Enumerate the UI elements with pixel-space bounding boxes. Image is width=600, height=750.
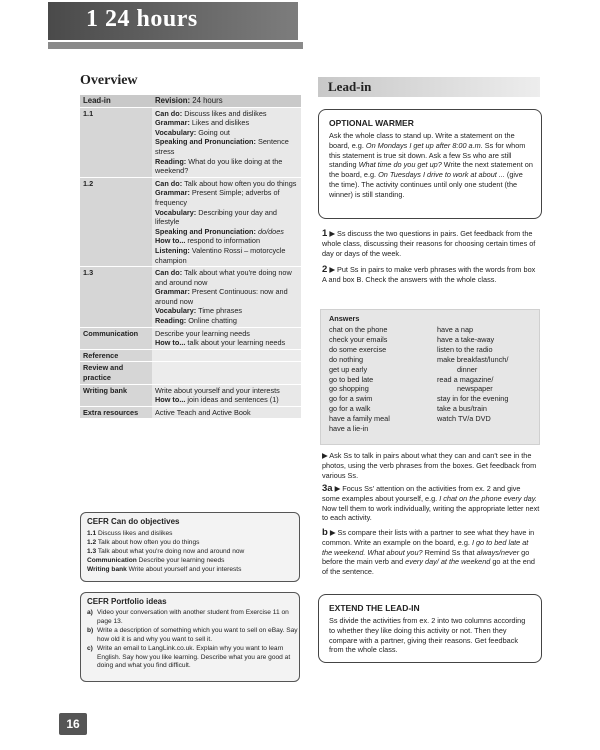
overview-content-label: Grammar:: [155, 287, 190, 297]
overview-content-line: [155, 208, 298, 227]
page-number: 16: [59, 713, 87, 735]
answer-item: listen to the radio: [437, 344, 493, 354]
overview-section-label: 1.1: [80, 107, 152, 177]
overview-content-label: Grammar:: [155, 188, 190, 198]
overview-section-content: [152, 406, 301, 419]
warmer-text-2: Ss for whom this statement is true sit down. Ask a few Ss who are still standing: [329, 140, 526, 170]
cefr-portfolio-item: [87, 627, 299, 645]
answer-item: go shopping: [329, 384, 369, 394]
overview-content-text: Valentino Rossi – motorcycle champion: [155, 245, 286, 265]
overview-content-text: do/does: [255, 226, 284, 236]
overview-content-line: [155, 128, 298, 138]
overview-content-line: [155, 408, 298, 418]
header-underline: [48, 42, 303, 49]
overview-content-line: [155, 287, 298, 306]
overview-content-text: 24 hours: [190, 96, 223, 105]
overview-section-content: [152, 349, 301, 362]
cefr-portfolio-text: Write an email to LangLink.co.uk. Explain why you want to learn English. Say how you like learning. Describe what you are good at doing and what you find difficult.: [97, 644, 291, 670]
answers-title: Answers: [329, 314, 360, 323]
cefr-portfolio-list: [81, 609, 299, 671]
overview-content-label: Listening:: [155, 245, 190, 255]
overview-content-line: [155, 227, 298, 237]
overview-content-text: Time phrases: [196, 306, 243, 316]
exercise-3a-text: [322, 484, 540, 523]
overview-content-text: talk about your learning needs: [185, 338, 286, 348]
exercise-3b-body-1: ▶ Ss compare their lists with a partner to see what they have in common. Write an example on the board, e.g.: [322, 528, 535, 547]
overview-row: [80, 349, 301, 362]
warmer-example-1: On Mondays I get up after 8:00 a.m.: [365, 140, 483, 150]
overview-section-content: [152, 95, 301, 107]
cefr-portfolio-key: c): [87, 644, 93, 652]
overview-section-content: [152, 177, 301, 266]
overview-content-line: [155, 96, 298, 106]
overview-content-line: [155, 109, 298, 119]
pairs-instruction: ▶ Ask Ss to talk in pairs about what they can and can't see in the photos, using the verb phrases from the boxes. Get feedback from various Ss.: [322, 451, 537, 480]
exercise-2-body: ▶ Put Ss in pairs to make verb phrases with the words from box A and box B. Check the answers with the whole class.: [322, 265, 536, 284]
overview-content-line: [155, 306, 298, 316]
overview-content-text: Going out: [196, 127, 230, 137]
answer-item: stay in for the evening: [437, 394, 509, 404]
overview-content-text: Present Continuous: now and around now: [155, 287, 288, 306]
overview-section-content: [152, 267, 301, 328]
answers-box: [320, 309, 540, 445]
overview-content-line: [155, 246, 298, 265]
cefr-portfolio-item: [87, 645, 299, 672]
cefr-portfolio-title: CEFR Portfolio ideas: [87, 597, 167, 606]
exercise-3a-body-1: ▶ Focus Ss' attention on the activities from ex. 2 and give some examples about yourself, e.g.: [322, 484, 521, 503]
overview-section-content: [152, 384, 301, 406]
overview-table: [80, 95, 301, 419]
answers-column-2: [437, 325, 537, 424]
extend-lead-in-title: EXTEND THE LEAD-IN: [329, 603, 420, 613]
overview-content-text: Discuss likes and dislikes: [182, 108, 267, 118]
extend-lead-in-box: [318, 594, 542, 663]
cefr-can-do-item: [87, 529, 299, 538]
cefr-can-do-text: Talk about what you're doing now and around now: [97, 548, 245, 555]
cefr-can-do-box: [80, 512, 300, 582]
overview-content-text: Write about yourself and your interests: [155, 385, 280, 395]
cefr-portfolio-key: b): [87, 626, 94, 634]
optional-warmer-title: OPTIONAL WARMER: [329, 118, 414, 128]
answer-item: have a family meal: [329, 414, 390, 424]
overview-content-label: Speaking and Pronunciation:: [155, 137, 256, 147]
exercise-3a-example: I chat on the phone every day.: [439, 493, 537, 503]
exercise-3b-adverbs: always/never: [476, 547, 520, 557]
overview-section-content: [152, 107, 301, 177]
cefr-can-do-key: 1.1: [87, 530, 97, 537]
overview-section-label: Lead-in: [80, 95, 152, 107]
overview-content-label: Can do:: [155, 268, 183, 278]
answer-item: read a magazine/: [437, 374, 494, 384]
exercise-1-text: [322, 229, 540, 258]
overview-content-label: Vocabulary:: [155, 207, 197, 217]
warmer-text-1: Ask the whole class to stand up. Write a statement on the board, e.g.: [329, 131, 515, 150]
overview-row: [80, 177, 301, 266]
overview-content-label: Speaking and Pronunciation:: [155, 226, 256, 236]
overview-content-line: [155, 179, 298, 189]
exercise-3b-body-2: Remind Ss that: [422, 547, 477, 557]
cefr-portfolio-text: Video your conversation with another student from Exercise 11 on page 13.: [97, 609, 289, 625]
exercise-3b-body-3: go before the main verb and: [322, 547, 530, 567]
exercise-2-text: [322, 265, 540, 285]
overview-content-text: join ideas and sentences (1): [185, 395, 279, 405]
extend-lead-in-text: Ss divide the activities from ex. 2 into two columns according to whether they like doing this activity or not. Then they compare with a partner, giving their reasons. Get feedback from the whole class.: [329, 616, 526, 655]
cefr-can-do-key: 1.2: [87, 539, 97, 546]
overview-content-text: What do you like doing at the weekend?: [155, 156, 283, 176]
overview-section-label: Review and practice: [80, 362, 152, 384]
answer-item: chat on the phone: [329, 325, 388, 334]
overview-content-label: Revision:: [155, 96, 191, 105]
overview-section-label: Communication: [80, 327, 152, 349]
answer-item: take a bus/train: [437, 404, 487, 414]
optional-warmer-box: [318, 109, 542, 219]
overview-content-label: Reading:: [155, 316, 187, 326]
answer-item: go for a walk: [329, 404, 371, 414]
exercise-3b-text: [322, 528, 540, 577]
answer-item: make breakfast/lunch/: [437, 354, 509, 364]
cefr-can-do-title: CEFR Can do objectives: [87, 517, 180, 526]
overview-content-text: Sentence stress: [155, 137, 289, 156]
answer-item: check your emails: [329, 334, 388, 344]
answer-item: dinner: [457, 364, 478, 374]
overview-content-label: How to...: [155, 338, 186, 348]
warmer-example-2: On Tuesdays I drive to work at about ...: [378, 170, 505, 180]
cefr-can-do-key: 1.3: [87, 548, 97, 555]
exercise-2-number: 2: [322, 264, 328, 275]
overview-content-label: Vocabulary:: [155, 306, 197, 316]
overview-section-label: Extra resources: [80, 406, 152, 419]
overview-row: [80, 362, 301, 384]
exercise-1-number: 1: [322, 228, 328, 239]
warmer-text-4: (give the time). The activity continues until only one student (the winner) is still standing.: [329, 170, 523, 199]
cefr-portfolio-item: [87, 609, 299, 627]
answer-item: do nothing: [329, 354, 364, 364]
overview-row: [80, 327, 301, 349]
cefr-can-do-key: Communication: [87, 557, 137, 564]
overview-section-label: 1.3: [80, 267, 152, 328]
overview-content-label: How to...: [155, 395, 186, 405]
answer-item: go for a swim: [329, 394, 373, 404]
cefr-can-do-text: Write about yourself and your interests: [128, 566, 242, 573]
cefr-portfolio-box: [80, 592, 300, 682]
answer-item: newspaper: [457, 384, 493, 394]
overview-content-line: [155, 268, 298, 287]
warmer-question: What time do you get up?: [358, 160, 442, 170]
exercise-3b-body-4: go at the end of the sentence.: [322, 557, 535, 577]
overview-content-line: [155, 118, 298, 128]
cefr-can-do-key: Writing bank: [87, 566, 127, 573]
overview-content-line: [155, 386, 298, 396]
overview-content-line: [155, 137, 298, 156]
overview-section-content: [152, 362, 301, 384]
overview-title: Overview: [80, 73, 138, 88]
overview-content-line: [155, 395, 298, 405]
cefr-can-do-text: Describe your learning needs: [138, 557, 225, 564]
cefr-can-do-item: [87, 556, 299, 565]
cefr-portfolio-key: a): [87, 609, 93, 616]
cefr-can-do-list: [81, 529, 299, 574]
overview-content-text: Present Simple; adverbs of frequency: [155, 188, 280, 207]
answer-item: get up early: [329, 364, 368, 374]
overview-section-label: 1.2: [80, 177, 152, 266]
cefr-can-do-text: Discuss likes and dislikes: [98, 530, 173, 537]
lead-in-title: Lead-in: [328, 79, 372, 94]
overview-section-label: Reference: [80, 349, 152, 362]
overview-content-line: [155, 316, 298, 326]
overview-content-line: [155, 157, 298, 176]
unit-title: 1 24 hours: [86, 6, 198, 32]
exercise-3b-example: I go to bed late at the weekend. What about you?: [322, 537, 529, 557]
exercise-3a-number: 3a: [322, 483, 333, 494]
answer-item: do some exercise: [329, 344, 387, 354]
overview-content-line: [155, 338, 298, 348]
overview-content-text: respond to information: [185, 236, 261, 246]
overview-content-text: Describing your day and lifestyle: [155, 207, 277, 227]
exercise-3b-number: b: [322, 527, 328, 538]
overview-row: [80, 107, 301, 177]
overview-row: [80, 384, 301, 406]
overview-content-label: Can do:: [155, 108, 183, 118]
overview-row: [80, 267, 301, 328]
overview-content-label: How to...: [155, 236, 186, 246]
answer-item: have a take-away: [437, 334, 495, 344]
overview-content-label: Vocabulary:: [155, 127, 197, 137]
answers-column-1: [329, 325, 429, 434]
exercise-3a-body-2: Now tell them to work individually, writing the appropriate letter next to each activity.: [322, 503, 540, 523]
answer-item: go to bed late: [329, 374, 374, 384]
cefr-can-do-text: Talk about how often you do things: [97, 539, 200, 546]
overview-content-label: Can do:: [155, 178, 183, 188]
overview-content-line: [155, 188, 298, 207]
overview-content-text: Likes and dislikes: [189, 118, 250, 128]
optional-warmer-text: [329, 131, 533, 200]
overview-section-content: [152, 327, 301, 349]
answer-item: watch TV/a DVD: [437, 414, 491, 424]
cefr-portfolio-text: Write a description of something which you want to sell on eBay. Say how old it is and why you want to sell it.: [97, 626, 298, 643]
overview-content-text: Talk about what you're doing now and around now: [155, 268, 292, 287]
overview-content-text: Active Teach and Active Book: [155, 407, 251, 417]
overview-row: [80, 406, 301, 419]
cefr-can-do-item: [87, 565, 299, 574]
answer-item: have a nap: [437, 325, 474, 334]
overview-content-text: Online chatting: [186, 316, 237, 326]
cefr-can-do-item: [87, 547, 299, 556]
overview-section-label: Writing bank: [80, 384, 152, 406]
exercise-3b-time-phrases: every day/ at the weekend: [405, 557, 491, 567]
overview-content-text: Describe your learning needs: [155, 328, 250, 338]
overview-content-line: [155, 329, 298, 339]
overview-content-line: [155, 236, 298, 246]
overview-content-text: Talk about how often you do things: [182, 178, 297, 188]
overview-row: [80, 95, 301, 107]
cefr-can-do-item: [87, 538, 299, 547]
overview-content-label: Grammar:: [155, 118, 190, 128]
exercise-1-body: ▶ Ss discuss the two questions in pairs. Get feedback from the whole class, discussing their reasons for choosing certain times of day or days of the week.: [322, 229, 536, 258]
warmer-text-3: Write the next statement on the board, e.g.: [329, 160, 533, 180]
answer-item: have a lie-in: [329, 424, 369, 434]
overview-content-label: Reading:: [155, 156, 187, 166]
